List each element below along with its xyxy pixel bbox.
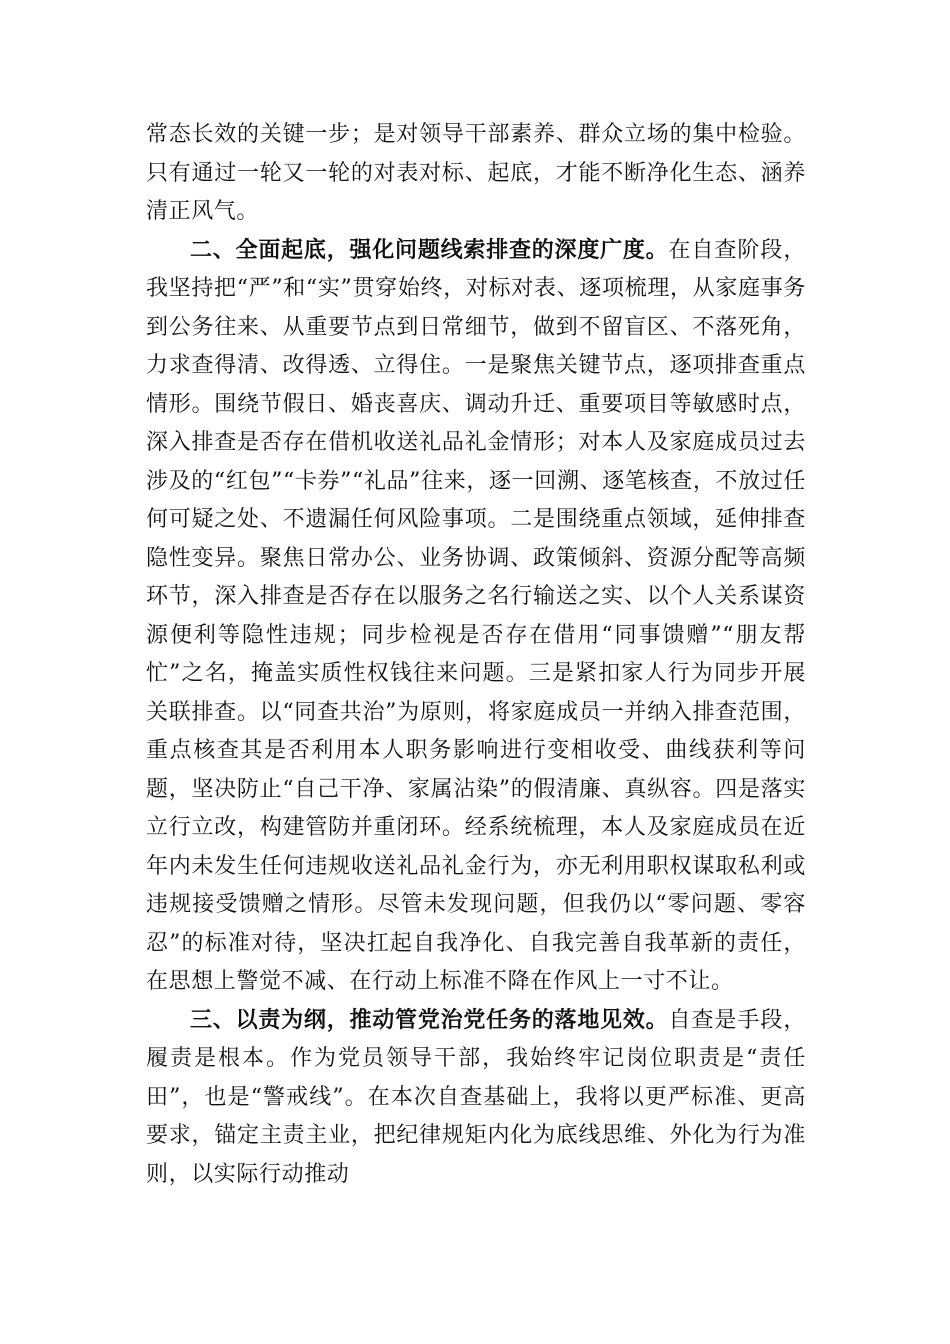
section-3-heading: 三、以责为纲，推动管党治党任务的落地见效。 <box>190 1007 669 1033</box>
paragraph-section-3 <box>146 1002 806 1195</box>
document-body <box>146 116 806 1194</box>
paragraph-1-body: 常态长效的关键一步；是对领导干部素养、群众立场的集中检验。只有通过一轮又一轮的对表对标、起底，才能不断净化生态、涵养清正风气。 <box>146 122 806 224</box>
section-2-body: 在自查阶段，我坚持把“严”和“实”贯穿始终，对标对表、逐项梳理，从家庭事务到公务往来、从重要节点到日常细节，做到不留盲区、不落死角，力求查得清、改得透、立得住。一是聚焦关键节点，逐项排查重点情形。围绕节假日、婚丧喜庆、调动升迁、重要项目等敏感时点，深入排查是否存在借机收送礼品礼金情形；对本人及家庭成员过去涉及的“红包”“卡券”“礼品”往来，逐一回溯、逐笔核查，不放过任何可疑之处、不遗漏任何风险事项。二是围绕重点领域，延伸排查隐性变异。聚焦日常办公、业务协调、政策倾斜、资源分配等高频环节，深入排查是否存在以服务之名行输送之实、以个人关系谋资源便利等隐性违规；同步检视是否存在借用“同事馈赠”“朋友帮忙”之名，掩盖实质性权钱往来问题。三是紧扣家人行为同步开展关联排查。以“同查共治”为原则，将家庭成员一并纳入排查范围，重点核查其是否利用本人职务影响进行变相收受、曲线获利等问题，坚决防止“自己干净、家属沾染”的假清廉、真纵容。四是落实立行立改，构建管防并重闭环。经系统梳理，本人及家庭成员在近年内未发生任何违规收送礼品礼金行为，亦无利用职权谋取私利或违规接受馈赠之情形。尽管未发现问题，但我仍以“零问题、零容忍”的标准对待，坚决扛起自我净化、自我完善自我革新的责任，在思想上警觉不减、在行动上标准不降在作风上一寸不让。 <box>146 237 806 994</box>
section-3-body: 自查是手段，履责是根本。作为党员领导干部，我始终牢记岗位职责是“责任田”，也是“警戒线”。在本次自查基础上，我将以更严标准、更高要求，锚定主责主业，把纪律规矩内化为底线思维、外化为行为准则，以实际行动推动 <box>146 1007 806 1187</box>
paragraph-continued <box>146 116 806 232</box>
paragraph-section-2 <box>146 232 806 1002</box>
section-2-heading: 二、全面起底，强化问题线索排查的深度广度。 <box>190 237 669 263</box>
